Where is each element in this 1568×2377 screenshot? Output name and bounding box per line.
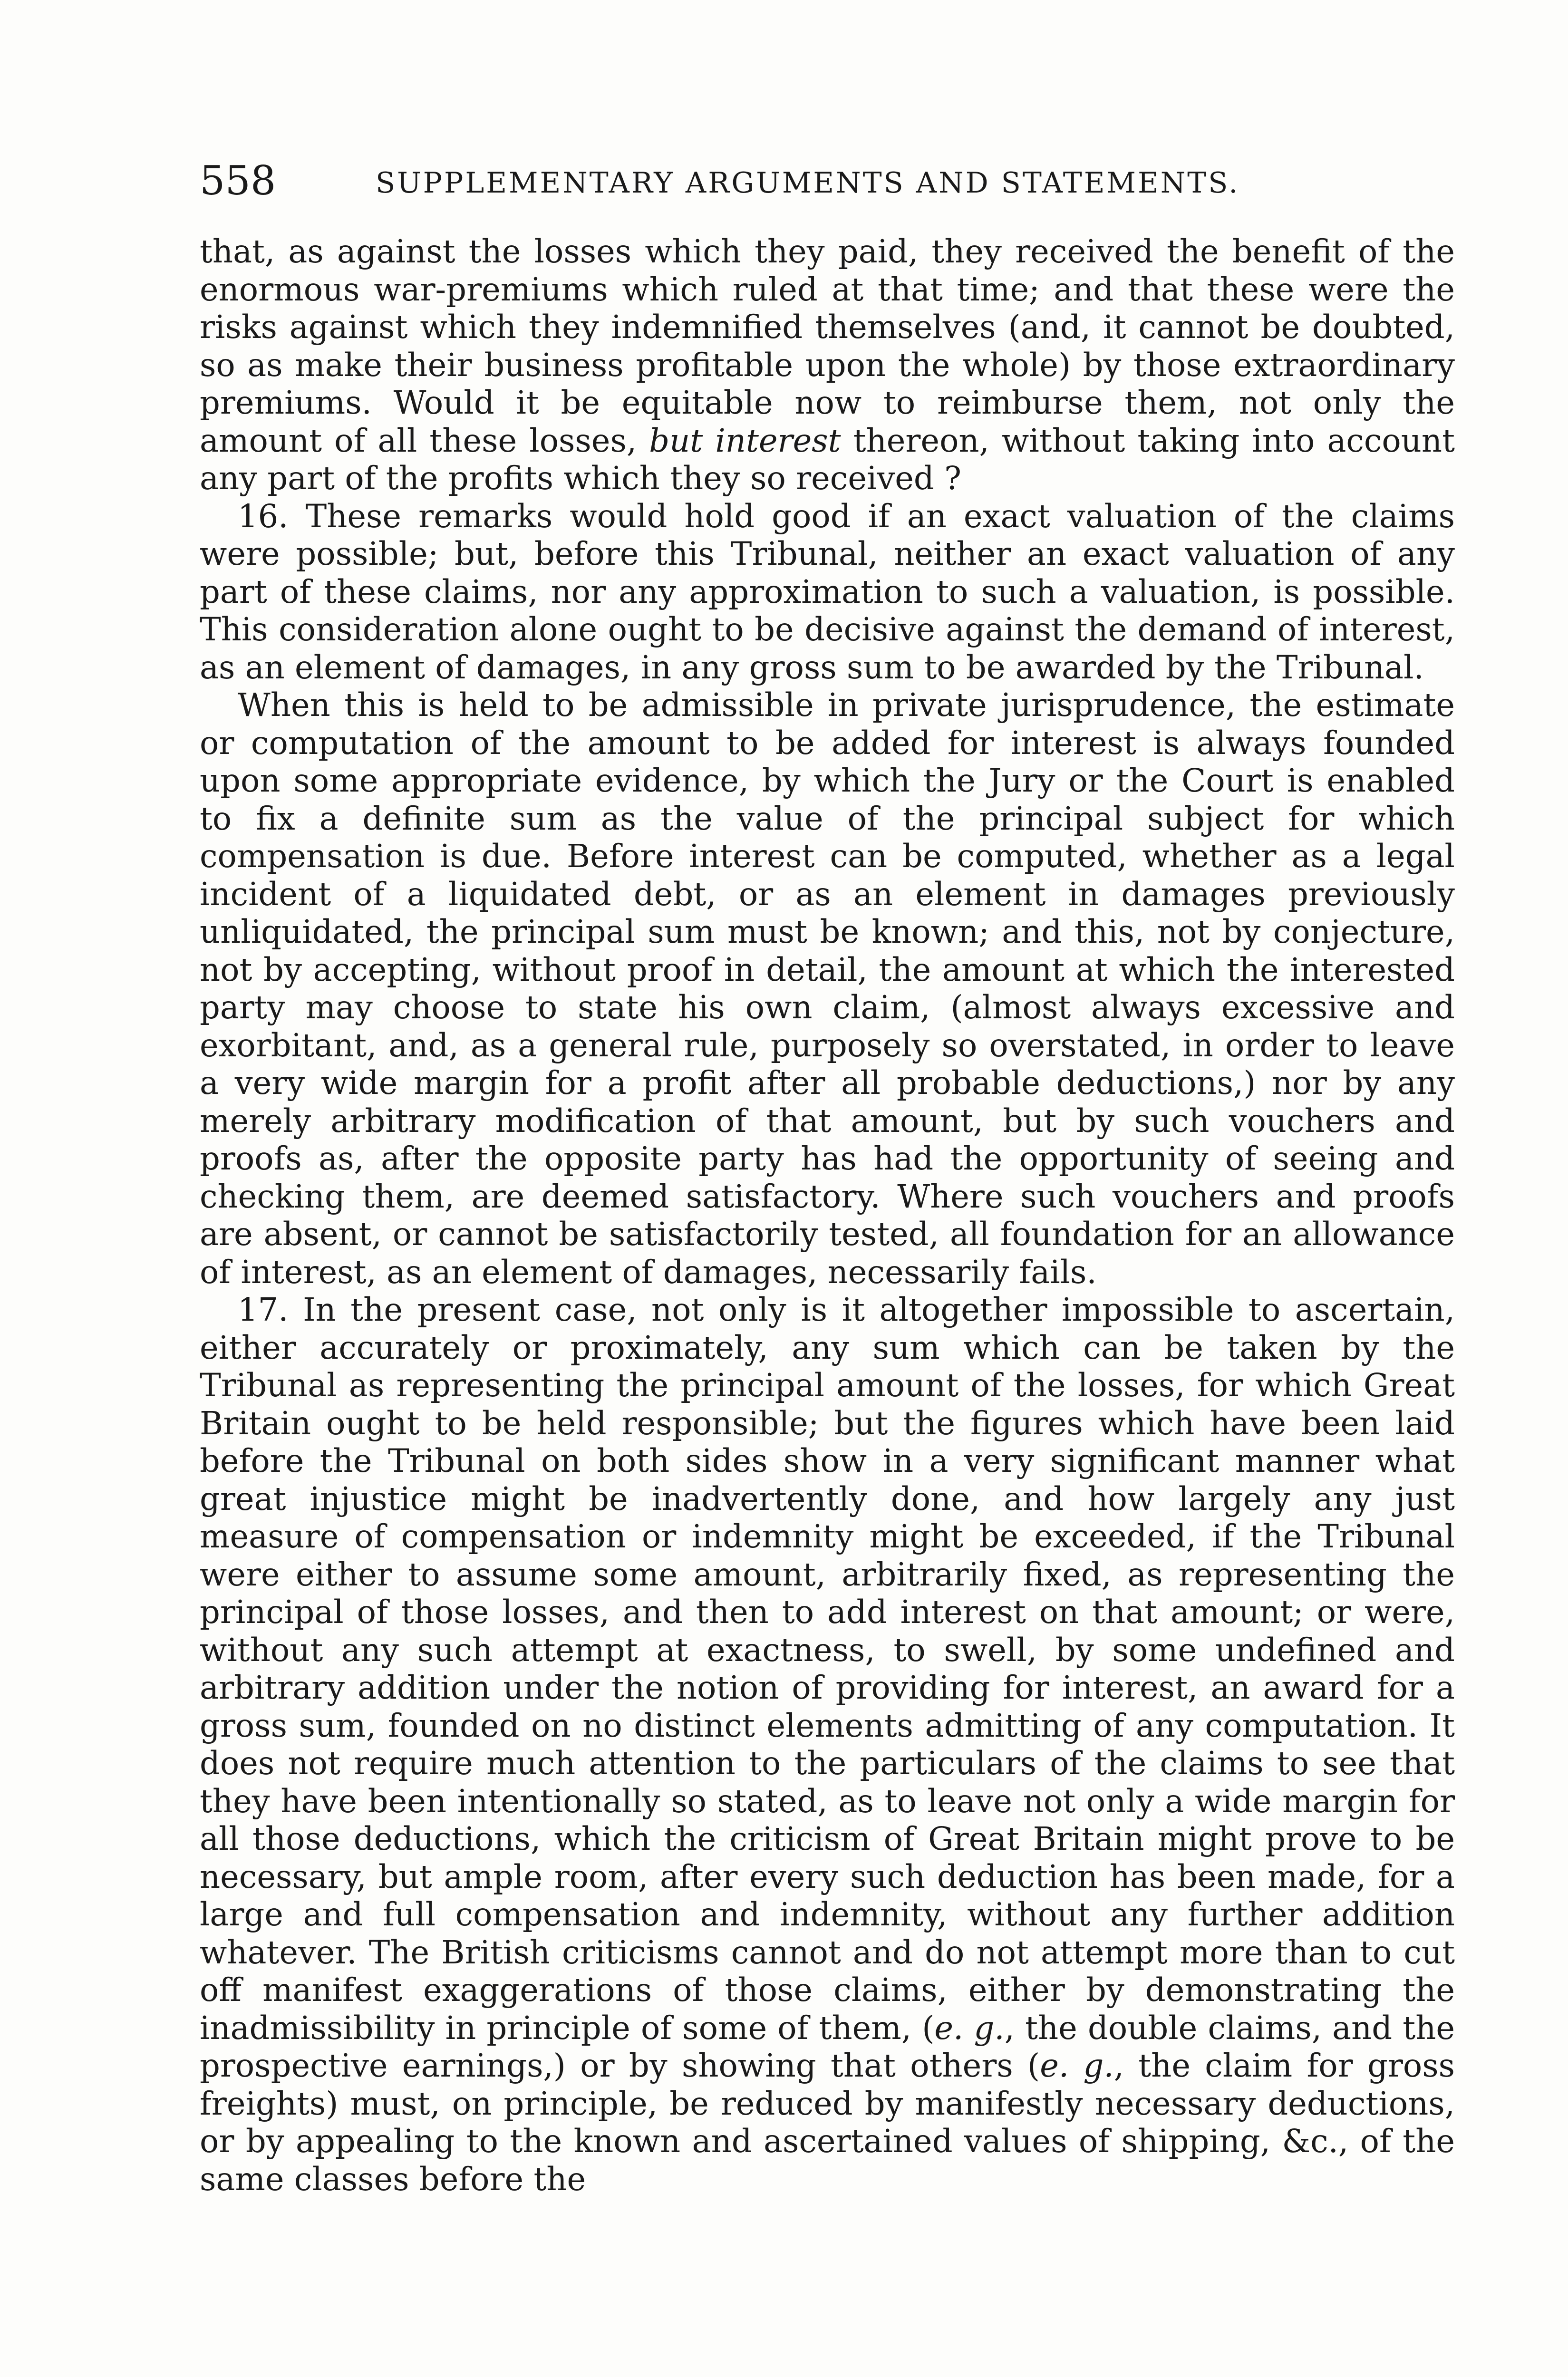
page-number: 558 — [200, 157, 276, 204]
italic-abbreviation: e. g. — [1040, 2047, 1114, 2084]
paragraph-text: thereon, without taking into account any part of the profits which they so received ? — [200, 422, 1455, 497]
paragraph-text: 17. In the present case, not only is it altogether impossible to ascertain, either accurately or proximately, any sum which can be taken by the Tribunal as representing the principal amount of the losses, for which Great Britain ought to be held responsible; but the figures which have been laid before the Tribunal on both sides show in a very significant manner what great injustice might be inadvertently done, and how largely any just measure of compensation or indemnity might be exceeded, if the Tribunal were either to assume some amount, arbitrarily fixed, as representing the principal of those losses, and then to add interest on that amount; or were, without any such attempt at exactness, to swell, by some undefined and arbitrary addition under the notion of providing for interest, an award for a gross sum, founded on no distinct elements admitting of any computation. It does not require much attention to the particulars of the claims to see that they have been intentionally so stated, as to leave not only a wide margin for all those deductions, which the criticism of Great Britain might prove to be necessary, but ample room, after every such deduction has been made, for a large and full compensation and indemnity, without any further addition whatever. The British criticisms cannot and do not attempt more than to cut off manifest exaggerations of those claims, either by demonstrating the inadmissibility in principle of some of them, ( — [200, 1291, 1455, 2047]
paragraph-text: , the claim for gross freights) must, on principle, be reduced by manifestly necessary deductions, or by appealing to the known and ascertained values of shipping, &c., of the same classes before the — [200, 2047, 1455, 2198]
paragraph-17 — [200, 1291, 1455, 2198]
running-title: SUPPLEMENTARY ARGUMENTS AND STATEMENTS. — [376, 166, 1240, 200]
italic-emphasis: but interest — [649, 422, 841, 459]
page-header — [200, 157, 1455, 209]
paragraph-private-jurisprudence: When this is held to be admissible in private jurisprudence, the estimate or computation of the amount to be added for interest is always founded upon some appropriate evidence, by which the Jury or the Court is enabled to fix a definite sum as the value of the principal subject for which compensation is due. Before interest can be computed, whether as a legal incident of a liquidated debt, or as an element in damages previously unliquidated, the principal sum must be known; and this, not by conjecture, not by accepting, without proof in detail, the amount at which the interested party may choose to state his own claim, (almost always excessive and exorbitant, and, as a general rule, purposely so overstated, in order to leave a very wide margin for a profit after all probable deductions,) nor by any merely arbitrary modification of that amount, but by such vouchers and proofs as, after the opposite party has had the opportunity of seeing and checking them, are deemed satisfactory. Where such vouchers and proofs are absent, or cannot be satisfactorily tested, all foundation for an allowance of interest, as an element of damages, necessarily fails. — [200, 686, 1455, 1291]
italic-abbreviation: e. g. — [934, 2009, 1005, 2047]
paragraph-text: that, as against the losses which they paid, they received the benefit of the enormous war-premiums which ruled at that time; and that these were the risks against which they indemnified themselves (and, it cannot be doubted, so as make their business profitable upon the whole) by those extraordinary premiums. Would it be equitable now to reimburse them, not only the amount of all these losses, — [200, 233, 1455, 459]
body-text — [200, 233, 1455, 2198]
paragraph-16: 16. These remarks would hold good if an exact valuation of the claims were possible; but, before this Tribunal, neither an exact valuation of any part of these claims, nor any approximation to such a valuation, is possible. This consideration alone ought to be decisive against the demand of interest, as an element of damages, in any gross sum to be awarded by the Tribunal. — [200, 497, 1455, 686]
paragraph-continuation — [200, 233, 1455, 498]
paragraph-text: , the double claims, and the prospective earnings,) or by showing that others ( — [200, 2009, 1455, 2084]
